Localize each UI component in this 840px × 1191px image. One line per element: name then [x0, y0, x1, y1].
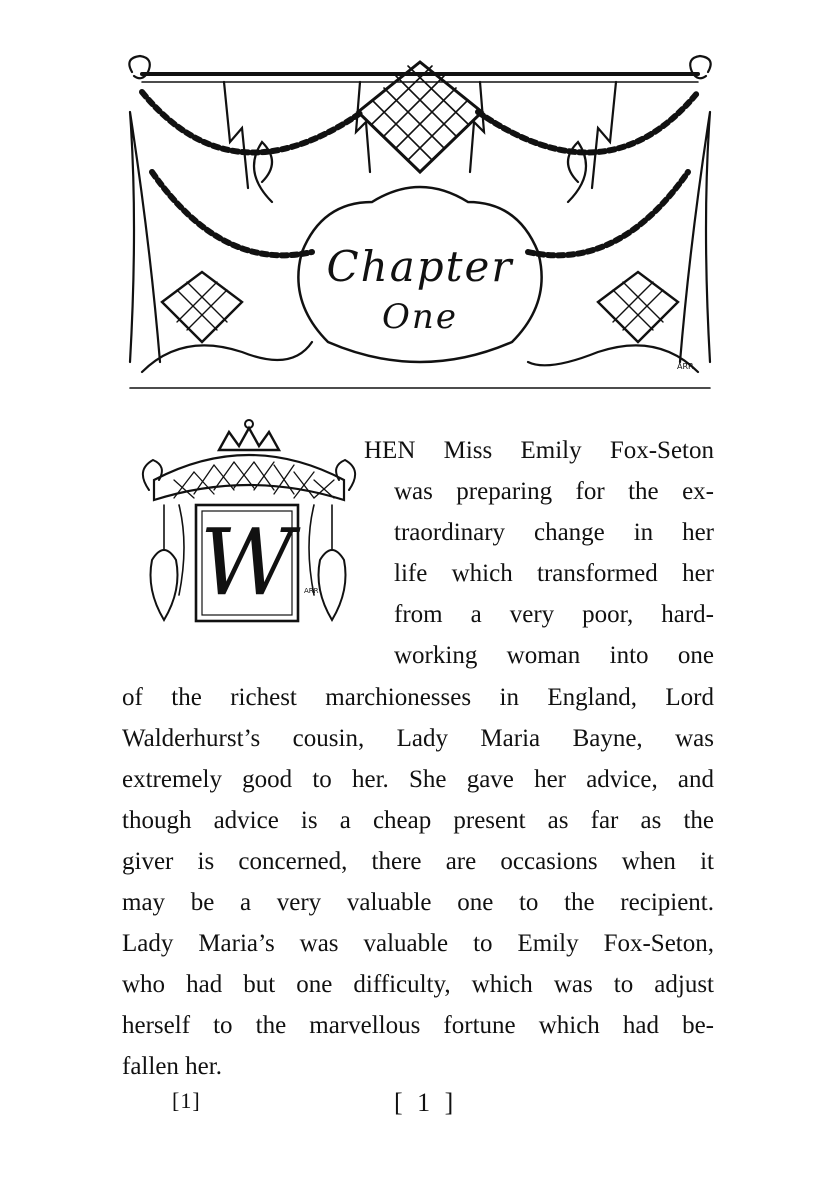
text-line: HEN Miss Emily Fox-Seton: [364, 437, 714, 464]
text-line: of the richest marchionesses in England, Lord: [122, 684, 714, 711]
text-line: Walderhurst’s cousin, Lady Maria Bayne, was: [122, 725, 714, 752]
chapter-word: Chapter: [326, 242, 514, 291]
text-line: traordinary change in her: [394, 519, 714, 546]
text-line: extremely good to her. She gave her advice, and: [122, 766, 714, 793]
paragraph-opening-lines: [364, 430, 714, 676]
text-line: working woman into one: [394, 642, 714, 669]
text-line: may be a very valuable one to the recipient.: [122, 889, 714, 916]
text-line: though advice is a cheap present as far as the: [122, 807, 714, 834]
chapter-headpiece-ornament: [122, 52, 718, 398]
text-line: who had but one difficulty, which was to adjust: [122, 971, 714, 998]
text-line: life which transformed her: [394, 560, 714, 587]
svg-text:ARR: ARR: [677, 362, 694, 371]
text-line: was preparing for the ex-: [394, 478, 714, 505]
text-line: from a very poor, hard-: [394, 601, 714, 628]
text-line: Lady Maria’s was valuable to Emily Fox-Seton,: [122, 930, 714, 957]
chapter-number: One: [382, 297, 458, 337]
drop-cap-letter: W: [199, 509, 295, 616]
text-line: giver is concerned, there are occasions when it: [122, 848, 714, 875]
text-line: herself to the marvellous fortune which had be-: [122, 1012, 714, 1039]
page-folio-center: [ 1 ]: [394, 1088, 458, 1117]
text-line: fallen her.: [122, 1053, 222, 1080]
page-folio-left: [1]: [172, 1088, 201, 1113]
paragraph-body: [122, 677, 714, 1087]
svg-text:ARR: ARR: [304, 587, 319, 595]
drop-cap-ornament: [124, 410, 364, 660]
ornament-drawing: [122, 52, 718, 398]
